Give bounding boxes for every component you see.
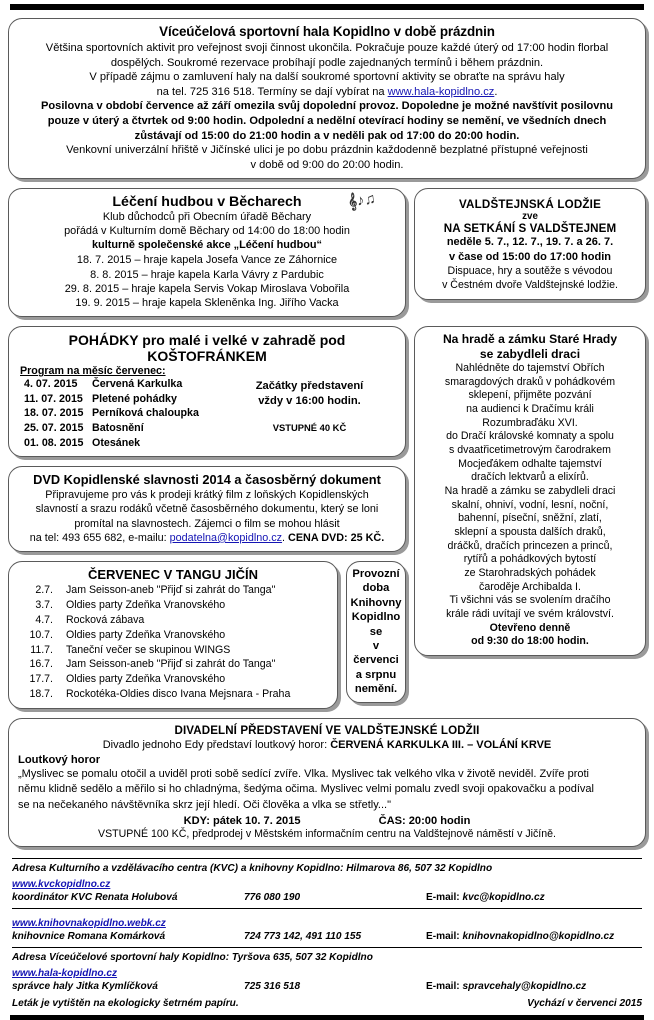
- item-date: 18.7.: [29, 688, 53, 701]
- library-line: a srpnu: [355, 668, 397, 681]
- library-hours-section: [346, 561, 406, 703]
- hall-line-6: pouze v úterý a čtvrtek od 9:00 hodin. Odpolední a nedělní otevírací hodiny se nemění, ve všedních dnech: [47, 114, 607, 127]
- dragons-line: skalní, ohniví, vodní, lesní, noční,: [451, 498, 609, 511]
- dragons-body: [424, 362, 636, 649]
- music-sub-2: pořádá v Kulturním domě Běchary od 14:00 do 18:00 hodin: [64, 225, 350, 238]
- dvd-body: [18, 488, 396, 545]
- list-item: [24, 421, 223, 436]
- bottom-rule: [10, 1015, 644, 1020]
- music-sub-3: kulturně společenské akce „Léčení hudbou“: [92, 239, 322, 252]
- item-name: Rocková zábava: [66, 613, 145, 626]
- music-sub-1: Klub důchodců při Obecním úřadě Běchary: [102, 211, 312, 224]
- item-date: 11.7.: [30, 643, 53, 656]
- item-date: 16.7.: [29, 658, 53, 671]
- library-phone: 724 773 142, 491 110 155: [244, 930, 362, 942]
- hall-phone: 725 316 518: [244, 980, 301, 992]
- hall-line-3: V případě zájmu o zamluvení haly na další soukromé sportovní aktivity se obraťte na správu haly: [89, 71, 565, 84]
- hall-line-8: Venkovní univerzální hřiště v Jičínské ulici je po dobu prázdnin každodenně bezplatné přístupné veřejnosti: [66, 144, 588, 157]
- valdstejn-title: VALDŠTEJNSKÁ LODŽIE: [458, 198, 602, 212]
- item-name: Rockotéka-Oldies disco Ivana Mejsnara - Praha: [66, 688, 291, 701]
- dragons-line: na audienci k Dračímu králi: [466, 403, 594, 416]
- library-line: Provozní: [352, 567, 400, 580]
- item-date: 4.7.: [35, 613, 53, 626]
- dragons-line: dračích lektvarů a elixírů.: [471, 471, 589, 484]
- fairytales-start-line-2: vždy v 16:00 hodin.: [258, 395, 361, 408]
- library-website-link[interactable]: www.knihovnakopidlno.webk.cz: [12, 917, 166, 929]
- theatre-price: VSTUPNÉ 100 KČ, předprodej v Městském informačním centru na Valdštejnově náměstí v Jičíně.: [98, 827, 556, 840]
- list-item: [18, 598, 328, 613]
- hall-line-5: Posilovna v období července až září omezila svůj dopolední provoz. Dopoledne je možné navštívit posilovnu: [40, 100, 614, 113]
- dragons-line: sklepní a spousta dalších draků,: [454, 526, 606, 539]
- tango-title: ČERVENEC V TANGU JIČÍN: [88, 566, 258, 582]
- tango-jicin-section: [8, 561, 338, 709]
- item-date: 2.7.: [35, 583, 53, 596]
- valdstejn-desc-2: v Čestném dvoře Valdštejnské lodžie.: [442, 279, 618, 292]
- library-line: se: [369, 625, 383, 638]
- list-item: [18, 583, 328, 598]
- valdstejn-event-name: NA SETKÁNÍ S VALDŠTEJNEM: [443, 222, 617, 236]
- sports-hall-body: [18, 41, 636, 172]
- list-item: [18, 672, 328, 687]
- list-item: [18, 687, 328, 702]
- item-date: 10.7.: [29, 628, 53, 641]
- dvd-line-2: slavností a srazu rodáků včetně časosběrného dokumentu, který se loni: [35, 503, 379, 516]
- fairytales-program-label: Program na měsíc červenec:: [20, 365, 166, 378]
- dragons-line: Ti všichni vás se svolením dračího: [449, 594, 611, 607]
- top-rule: [10, 4, 644, 10]
- dvd-phone-text: na tel: 493 655 682, e-mailu:: [29, 531, 170, 544]
- newsletter-page: [0, 4, 654, 1009]
- list-item: 8. 8. 2015 – hraje kapela Karla Vávry z Pardubic: [90, 268, 324, 281]
- library-email-label: E-mail:: [426, 930, 460, 942]
- dragons-title-line-1: Na hradě a zámku Staré Hrady: [442, 332, 618, 347]
- dragons-line: ze Starohradských pohádek: [464, 567, 596, 579]
- hall-line4-period: .: [494, 85, 498, 98]
- list-item: [18, 657, 328, 672]
- theatre-when-row: [18, 815, 636, 827]
- dragons-line: sklepení, přijměte pozvání: [468, 389, 592, 402]
- valdstejn-invite-word: zve: [522, 211, 538, 223]
- library-contact-row: [12, 931, 642, 942]
- fairytales-columns: [18, 377, 396, 450]
- sports-hall-section: [8, 18, 646, 179]
- hall-line-7: zůstávají od 15:00 do 21:00 hodin a v neděli pak od 17:00 do 20:00 hodin.: [134, 129, 520, 142]
- tango-list: [18, 583, 328, 702]
- fairytales-section: [8, 326, 406, 457]
- item-name: Červená Karkulka: [92, 378, 183, 391]
- kvc-email[interactable]: kvc@kopidlno.cz: [462, 891, 545, 903]
- hall-line-9: v době od 9:00 do 20:00 hodin.: [250, 158, 404, 171]
- dvd-line-3: promítal na slavnostech. Zájemci o film se mohou hlásit: [74, 517, 340, 530]
- library-line: doba: [362, 582, 390, 595]
- kvc-address: Adresa Kulturního a vzdělávacího centra (KVC) a knihovny Kopidlno: Hilmarova 86, 507 32 Kopidlno: [12, 862, 493, 874]
- theatre-section: [8, 718, 646, 847]
- list-item: [18, 628, 328, 643]
- hall-person: správce haly Jitka Kymlíčková: [12, 980, 158, 992]
- left-column-stack: [8, 326, 406, 709]
- library-email[interactable]: knihovnakopidlno@kopidlno.cz: [462, 930, 615, 942]
- dvd-email-link[interactable]: podatelna@kopidlno.cz: [169, 531, 283, 544]
- kvc-email-label: E-mail:: [426, 891, 460, 903]
- kvc-person: koordinátor KVC Renata Holubová: [12, 891, 178, 903]
- theatre-quote: [18, 767, 636, 813]
- fairytales-price: VSTUPNÉ 40 KČ: [272, 422, 347, 434]
- dvd-price: CENA DVD: 25 KČ.: [288, 531, 385, 544]
- item-name: Oldies party Zdeňka Vranovského: [66, 673, 226, 686]
- eco-note: Leták je vytištěn na ekologicky šetrném papíru.: [12, 997, 239, 1009]
- dragons-line: do Dračí královské komnaty a spolu: [446, 430, 614, 443]
- hall-line-2: dospělých. Soukromé rezervace probíhají podle zajednaných termínů i během prázdnin.: [110, 56, 544, 69]
- issue-note: Vychází v červenci 2015: [527, 997, 642, 1009]
- dragons-open-line-2: od 9:30 do 18:00 hodin.: [471, 635, 589, 648]
- list-item: [18, 613, 328, 628]
- music-subtitle: [18, 210, 396, 252]
- dragons-line: s dvaatřicetimetrovým čarodrakem: [449, 444, 611, 457]
- footer-divider: [12, 947, 642, 948]
- item-name: Jam Seisson-aneb "Přijď si zahrát do Tanga": [66, 658, 276, 671]
- kvc-email-wrap: [426, 892, 545, 903]
- dragons-line: Rozumbraďáku XVI.: [482, 416, 578, 429]
- list-item: [24, 377, 223, 392]
- valdstejn-desc-1: Dispuace, hry a soutěže s vévodou: [447, 265, 613, 278]
- kvc-website-link[interactable]: www.kvckopidlno.cz: [12, 878, 111, 890]
- dragons-open-line-1: Otevřeno denně: [489, 621, 571, 634]
- theatre-quote-line-3: se na nečekaného návštěvníka skrz její hledí. Oči člověka a vlka se střetly...": [18, 798, 391, 811]
- dragons-line: Na hradě a zámku se zabydleli draci: [444, 485, 616, 498]
- hall-phone-text: na tel. 725 316 518. Termíny se dají vybírat na: [156, 85, 388, 98]
- dvd-line4-period: .: [282, 531, 289, 544]
- tango-knihovna-row: [8, 561, 406, 709]
- fairytales-start-line-1: Začátky představení: [255, 380, 364, 393]
- valdstejn-time: v čase od 15:00 do 17:00 hodin: [448, 250, 611, 263]
- list-item: [18, 643, 328, 658]
- library-line: Knihovny: [350, 596, 402, 609]
- item-name: Otesánek: [92, 436, 141, 449]
- list-item: 29. 8. 2015 – hraje kapela Servis Vokap Miroslava Vobořila: [64, 282, 350, 295]
- list-item: 18. 7. 2015 – hraje kapela Josefa Vance ze Záhornice: [76, 254, 338, 267]
- footer-divider: [12, 908, 642, 909]
- music-therapy-section: [8, 188, 406, 317]
- dvd-line-1: Připravujeme pro vás k prodeji krátký film z loňských Kopidlenských: [45, 489, 369, 502]
- dragons-castle-section: [414, 326, 646, 656]
- item-date: 01. 08. 2015: [24, 436, 84, 449]
- library-person: knihovnice Romana Komárková: [12, 930, 166, 942]
- hall-line-4: [18, 85, 636, 100]
- library-line: nemění.: [354, 683, 398, 696]
- item-name: Perníková chaloupka: [92, 407, 199, 420]
- sports-hall-title: Víceúčelová sportovní hala Kopidlno v době prázdnin: [159, 24, 495, 39]
- footer: [8, 858, 646, 1009]
- music-title-wrap: [18, 190, 396, 212]
- library-line: Kopidlno: [351, 611, 401, 624]
- item-name: Taneční večer se skupinou WINGS: [66, 643, 231, 656]
- library-line: v červenci: [353, 639, 399, 667]
- theatre-time: ČAS: 20:00 hodin: [378, 814, 471, 827]
- item-date: 25. 07. 2015: [24, 421, 84, 434]
- list-item: 19. 9. 2015 – hraje kapela Skleněnka Ing. Jiřího Vacka: [75, 296, 339, 309]
- hall-website-link[interactable]: www.hala-kopidlno.cz: [387, 85, 495, 98]
- list-item: [24, 392, 223, 407]
- list-item: [24, 406, 223, 421]
- theatre-quote-line-1: „Myslivec se pomalu otočil a uviděl proti sobě sedící zvíře. Vlka. Myslivec tak velkého vlka v životě neviděl. Zvíře proti: [18, 768, 590, 781]
- dragons-title-line-2: se zabydleli draci: [479, 347, 581, 362]
- dragons-line: Mocjeďákem odhalte tajemství: [458, 457, 602, 470]
- theatre-genre: Loutkový horor: [18, 754, 101, 767]
- pohadky-dragons-row: [8, 326, 646, 709]
- hall-website-link-footer[interactable]: www.hala-kopidlno.cz: [12, 967, 118, 979]
- item-date: 17.7.: [29, 673, 53, 686]
- item-name: Pletené pohádky: [92, 392, 177, 405]
- kvc-contact-row: [12, 892, 642, 903]
- item-name: Oldies party Zdeňka Vranovského: [66, 598, 226, 611]
- music-note-icon: 𝄞♪♫: [347, 190, 378, 212]
- item-name: Jam Seisson-aneb "Přijď si zahrát do Tanga": [66, 583, 276, 596]
- hall-contact-row: [12, 981, 642, 992]
- dragons-line: dráčků, dračích princezen a princů,: [447, 539, 613, 552]
- list-item: [24, 436, 223, 451]
- item-date: 3.7.: [35, 598, 53, 611]
- hall-email[interactable]: spravcehaly@kopidlno.cz: [462, 980, 587, 992]
- footer-bottom-row: [12, 998, 642, 1009]
- theatre-date: KDY: pátek 10. 7. 2015: [183, 814, 301, 827]
- theatre-quote-line-2: němu klidně sedělo a měřilo si ho chladnýma, šedýma očima. Myslivec velmi pomalu zvedl svoji opakovačku a podíval: [18, 783, 594, 796]
- dragons-line: čaroděje Archibalda I.: [479, 580, 581, 593]
- item-name: Batosnění: [92, 421, 144, 434]
- theatre-play-name: ČERVENÁ KARKULKA III. – VOLÁNÍ KRVE: [330, 739, 552, 752]
- music-dates-list: [18, 253, 396, 310]
- dragons-title: [424, 332, 636, 362]
- item-date: 4. 07. 2015: [24, 378, 78, 391]
- dragons-line: rytířů a pohádkových bytostí: [463, 553, 597, 566]
- dvd-section: [8, 466, 406, 552]
- valdstejn-dates: neděle 5. 7., 12. 7., 19. 7. a 26. 7.: [446, 236, 614, 249]
- dvd-title: DVD Kopidlenské slavnosti 2014 a časosběrný dokument: [33, 472, 381, 488]
- dragons-line: krále rádi uvítají ve svém království.: [446, 607, 614, 620]
- fairytales-info: [223, 377, 396, 450]
- dragons-line: Nahlédněte do tajemství Obřích: [455, 362, 605, 375]
- hall-email-label: E-mail:: [426, 980, 460, 992]
- theatre-title: DIVADELNÍ PŘEDSTAVENÍ VE VALDŠTEJNSKÉ LODŽII: [174, 724, 480, 738]
- hall-line-1: Většina sportovních aktivit pro veřejnost svoji činnost ukončila. Pokračuje pouze každé úterý od 17:00 hodin florbal: [45, 42, 609, 54]
- item-date: 18. 07. 2015: [24, 407, 84, 420]
- dvd-line-4: [18, 531, 396, 545]
- fairytales-list: [18, 377, 223, 450]
- fairytales-title: POHÁDKY pro malé i velké v zahradě pod KOŠTOFRÁNKEM: [68, 332, 346, 365]
- theatre-subtitle: [18, 739, 636, 751]
- dragons-line: smaragdových draků v pohádkovém: [444, 375, 616, 388]
- hall-email-wrap: [426, 981, 586, 992]
- music-title: Léčení hudbou v Běcharech: [112, 194, 302, 211]
- library-email-wrap: [426, 931, 614, 942]
- item-name: Oldies party Zdeňka Vranovského: [66, 628, 226, 641]
- hall-address: Adresa Víceúčelové sportovní haly Kopidlno: Tyršova 635, 507 32 Kopidlno: [12, 951, 373, 963]
- valdstejn-lodzie-section: [414, 188, 646, 299]
- footer-divider: [12, 858, 642, 859]
- theatre-subtitle-a: Divadlo jednoho Edy představí loutkový horor:: [102, 739, 331, 752]
- dragons-line: bahenní, píseční, sněžní, zlatí,: [458, 512, 602, 525]
- item-date: 11. 07. 2015: [24, 392, 83, 405]
- kvc-phone: 776 080 190: [244, 891, 301, 903]
- music-valdstejn-row: [8, 188, 646, 317]
